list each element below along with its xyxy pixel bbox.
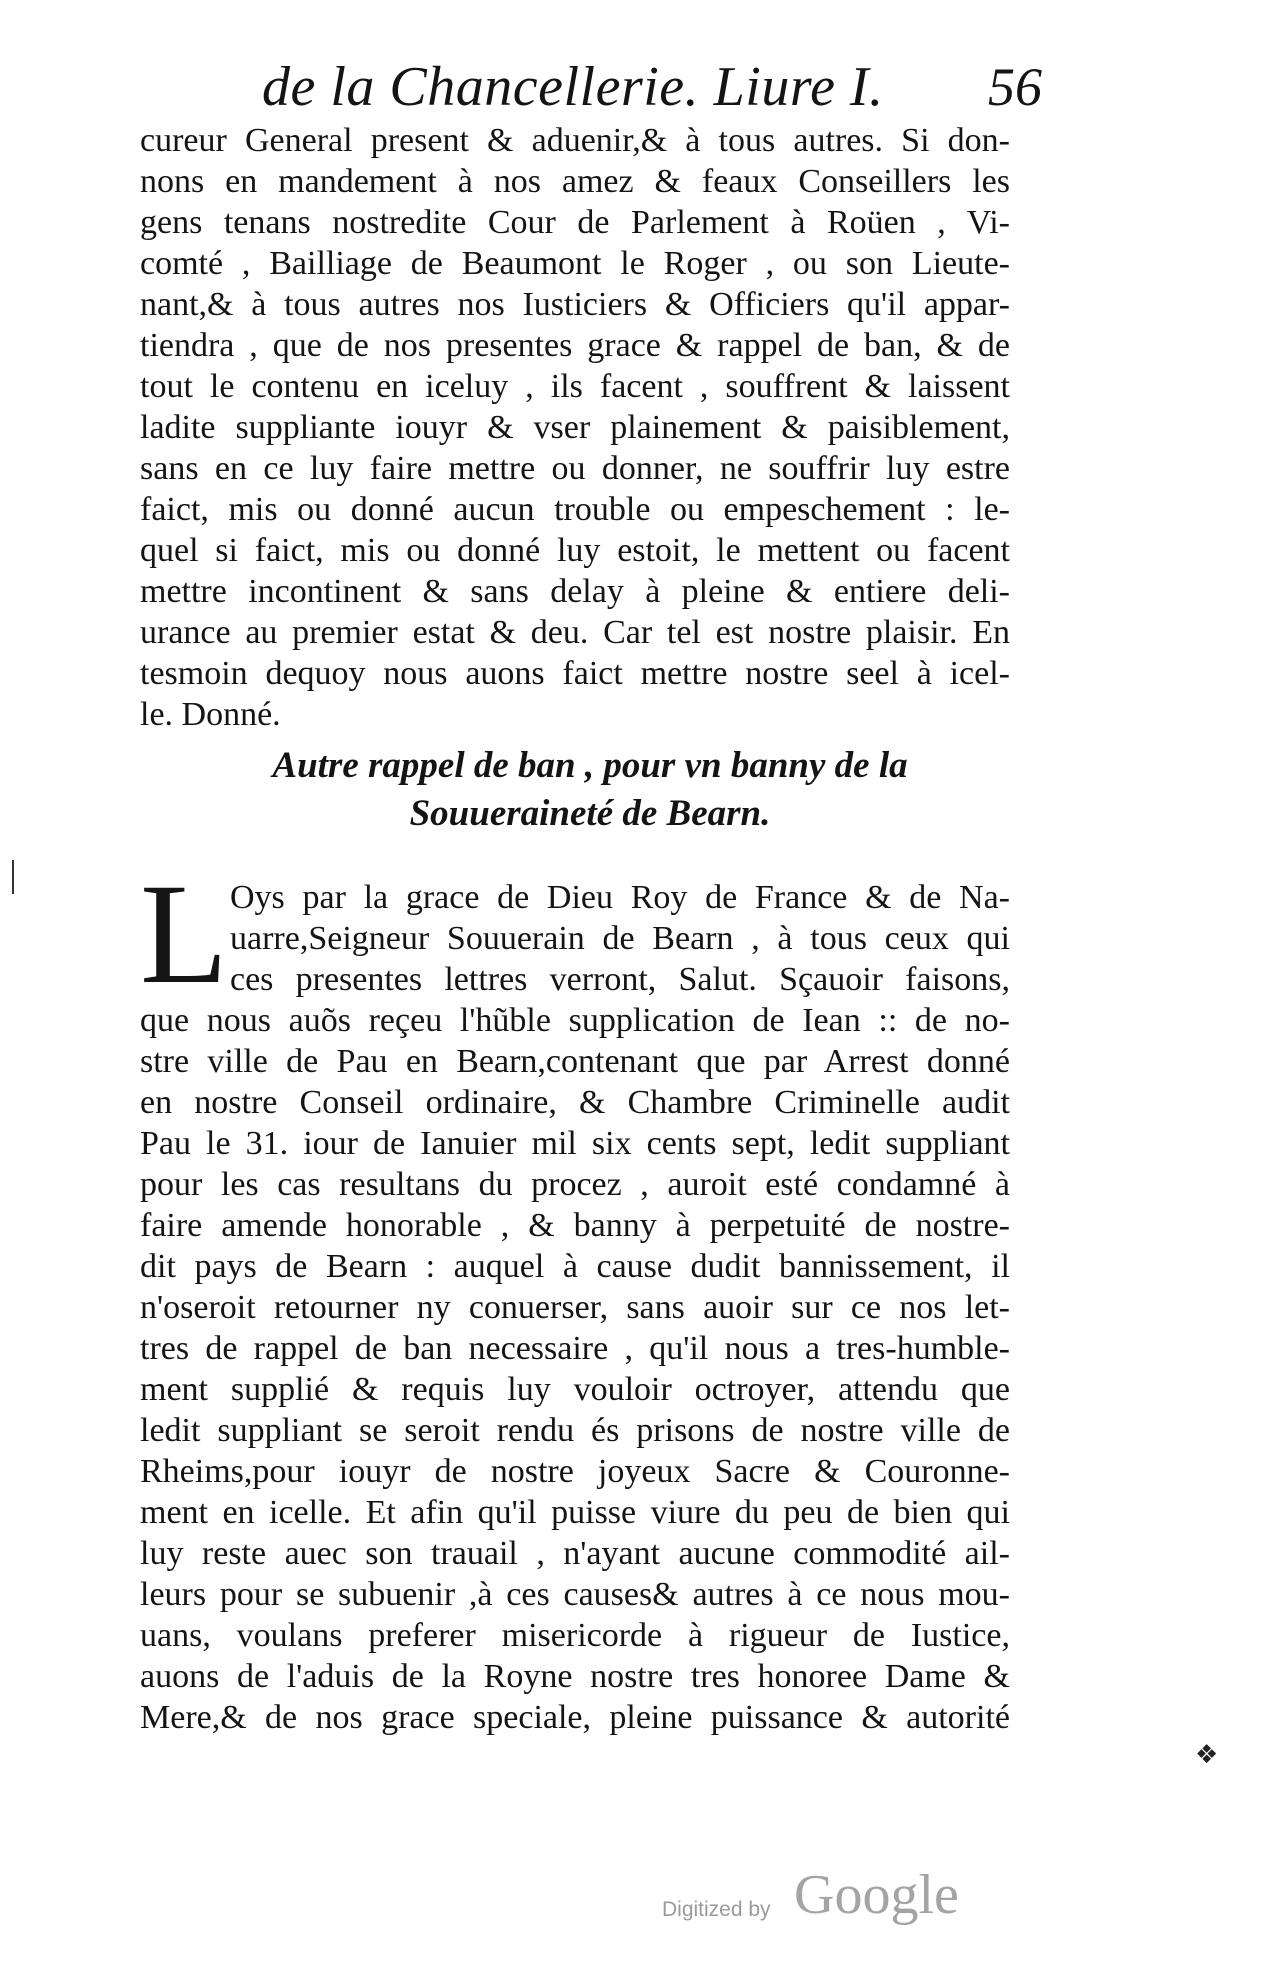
text-line: Mere,& de nos grace speciale, pleine puissance & autorité — [140, 1699, 1010, 1736]
heading-line: Souueraineté de Bearn. — [409, 793, 771, 834]
text-line: ledit suppliant se seroit rendu és prisons de nostre ville de — [140, 1412, 1010, 1449]
text-line: luy reste auec son trauail , n'ayant aucune commodité ail- — [140, 1535, 1010, 1572]
section-heading — [200, 742, 980, 838]
text-line: faire amende honorable , & banny à perpetuité de nostre- — [140, 1207, 1010, 1244]
text-line: comté , Bailliage de Beaumont le Roger , ou son Lieute- — [140, 245, 1010, 282]
text-line: ladite suppliante iouyr & vser plainement & paisiblement, — [140, 409, 1010, 446]
page-number: 56 — [988, 57, 1042, 117]
text-line: sans en ce luy faire mettre ou donner, ne souffrir luy estre — [140, 450, 1010, 487]
page-header — [262, 52, 1042, 122]
text-line: cureur General present & aduenir,& à tous autres. Si don- — [140, 122, 1010, 159]
text-line: n'oseroit retourner ny conuerser, sans auoir sur ce nos let- — [140, 1289, 1010, 1326]
text-line: uarre,Seigneur Souuerain de Bearn , à tous ceux qui — [230, 920, 1010, 957]
text-line: Rheims,pour iouyr de nostre joyeux Sacre & Couronne- — [140, 1453, 1010, 1490]
text-line: uans, voulans preferer misericorde à rigueur de Iustice, — [140, 1617, 1010, 1654]
text-line: ment supplié & requis luy vouloir octroyer, attendu que — [140, 1371, 1010, 1408]
text-line: en nostre Conseil ordinaire, & Chambre Criminelle audit — [140, 1084, 1010, 1121]
text-line: ment en icelle. Et afin qu'il puisse viure du peu de bien qui — [140, 1494, 1010, 1531]
text-line: mettre incontinent & sans delay à pleine & entiere deli- — [140, 573, 1010, 610]
letter-paragraph — [140, 877, 1010, 1738]
continued-paragraph — [140, 120, 1010, 735]
text-line: auons de l'aduis de la Royne nostre tres honoree Dame & — [140, 1658, 1010, 1695]
text-line: nons en mandement à nos amez & feaux Conseillers les — [140, 163, 1010, 200]
text-line: quel si faict, mis ou donné luy estoit, le mettent ou facent — [140, 532, 1010, 569]
text-line: nant,& à tous autres nos Iusticiers & Officiers qu'il appar- — [140, 286, 1010, 323]
text-line: stre ville de Pau en Bearn,contenant que par Arrest donné — [140, 1043, 1010, 1080]
text-line: tout le contenu en iceluy , ils facent , souffrent & laissent — [140, 368, 1010, 405]
google-logo: Google — [794, 1864, 959, 1926]
watermark-prefix: Digitized by — [662, 1898, 771, 1921]
text-line: leurs pour se subuenir ,à ces causes& autres à ce nous mou- — [140, 1576, 1010, 1613]
text-line: ces presentes lettres verront, Salut. Sçauoir faisons, — [230, 961, 1010, 998]
text-line: faict, mis ou donné aucun trouble ou empeschement : le- — [140, 491, 1010, 528]
text-line: tiendra , que de nos presentes grace & rappel de ban, & de — [140, 327, 1010, 364]
text-line: Pau le 31. iour de Ianuier mil six cents sept, ledit suppliant — [140, 1125, 1010, 1162]
text-line: dit pays de Bearn : auquel à cause dudit bannissement, il — [140, 1248, 1010, 1285]
running-title: de la Chancellerie. Liure I. — [262, 56, 884, 118]
text-line: tesmoin dequoy nous auons faict mettre nostre seel à icel- — [140, 655, 1010, 692]
text-line: gens tenans nostredite Cour de Parlement à Roüen , Vi- — [140, 204, 1010, 241]
digitization-watermark — [662, 1862, 1002, 1932]
text-line: tres de rappel de ban necessaire , qu'il nous a tres-humble- — [140, 1330, 1010, 1367]
text-line: que nous auõs reçeu l'hũble supplication de Iean :: de no- — [140, 1002, 1010, 1039]
text-line: urance au premier estat & deu. Car tel est nostre plaisir. En — [140, 614, 1010, 651]
fleuron-ornament-icon: ❖ — [1195, 1740, 1219, 1770]
text-line: Oys par la grace de Dieu Roy de France & de Na- — [230, 879, 1010, 916]
heading-line: Autre rappel de ban , pour vn banny de la — [272, 745, 908, 786]
text-line: le. Donné. — [140, 696, 281, 733]
text-line: pour les cas resultans du procez , auroit esté condamné à — [140, 1166, 1010, 1203]
margin-mark — [12, 860, 14, 894]
drop-cap: L — [140, 855, 228, 1014]
